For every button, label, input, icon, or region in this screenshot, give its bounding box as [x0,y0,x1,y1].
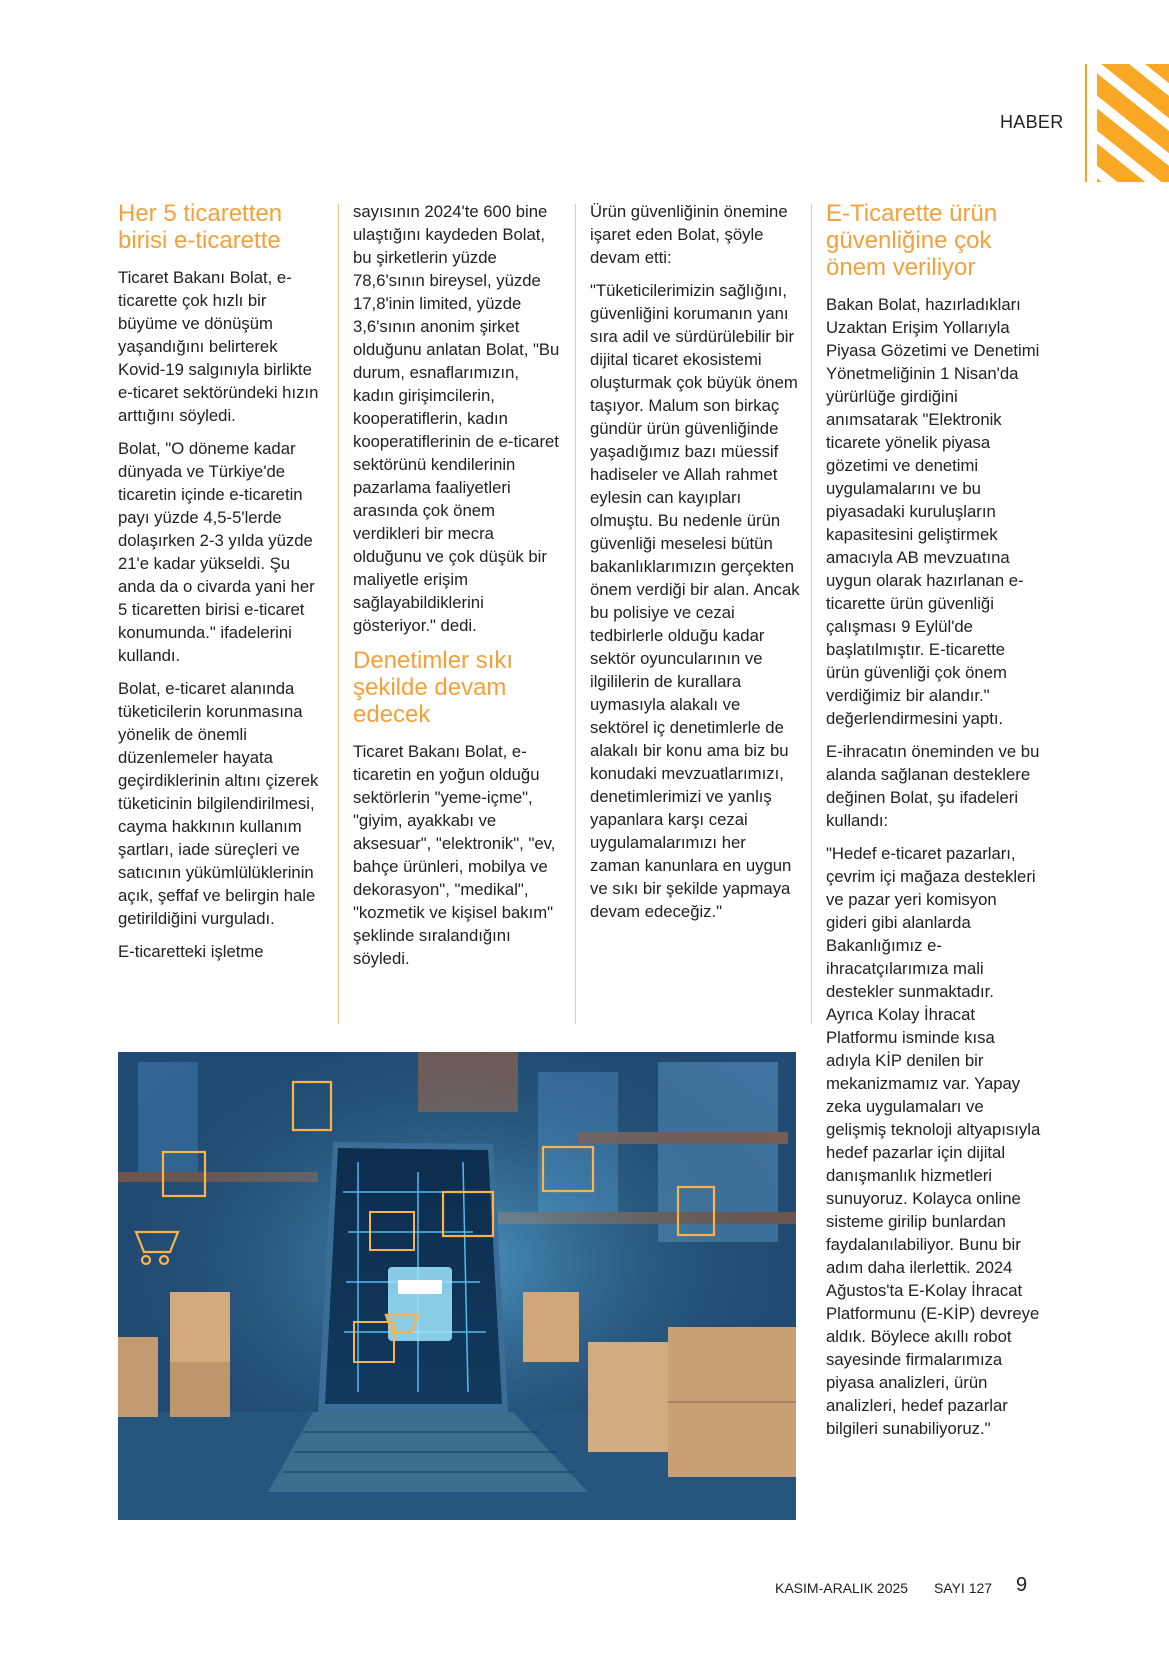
column-divider [338,204,339,1024]
section-label: HABER [1000,112,1064,132]
header-divider [1085,64,1087,182]
column-divider [575,204,576,1024]
paragraph: E-ticaretteki işletme [118,942,264,961]
page-number: 9 [1016,1574,1028,1596]
paragraph: Ticaret Bakanı Bolat, e-ticaretin en yoğun olduğu sektörlerin "yeme-içme", "giyim, ayakkabı ve aksesuar", "elektronik", "ev, bahçe ürünleri, mobilya ve dekorasyon", "medikal", "kozmetik ve kişisel bakım" şeklinde sıralandığını söyledi. [353,742,556,968]
paragraph: Bakan Bolat, hazırladıkları Uzaktan Erişim Yollarıyla Piyasa Gözetimi ve Denetimi Yönetmeliğinin 1 Nisan'da yürürlüğe girdiğini anımsatarak "Elektronik ticarete yönelik piyasa gözetimi ve denetimi uygulamalarını ve bu piyasadaki kuruluşların kapasitesini geliştirmek amacıyla AB mevzuatına uygun olarak hazırlanan e-ticarette ürün güvenliği çalışması 9 Eylül'de başlatılmıştır. E-ticarette ürün güvenliği çok önem verdiğimiz bir alandır." değerlendirmesini yaptı. [826,295,1040,728]
column-divider [811,204,812,1024]
paragraph: Bolat, e-ticaret alanında tüketicilerin korunmasına yönelik de önemli düzenlemeler hayata geçirdiklerinin altını çizerek tüketicinin bilgilendirilmesi, cayma hakkının kullanım şartları, iade süreçleri ve satıcının yükümlülüklerinin açık, şeffaf ve belirgin hale getirildiğini vurguladı. [118,679,319,928]
paragraph: Ürün güvenliğinin önemine işaret eden Bolat, şöyle devam etti: [590,202,788,267]
paragraph: "Hedef e-ticaret pazarları, çevrim içi mağaza destekleri ve pazar yeri komisyon gideri gibi alanlarda Bakanlığımız e-ihracatçılarımıza mali destekler sunmaktadır. Ayrıca Kolay İhracat Platformu isminde kısa adıyla KİP denilen bir mekanizmamız var. Yapay zeka uygulamaları ve gelişmiş teknoloji altyapısıyla hedef pazarlar için dijital danışmanlık hizmetleri sunuyoruz. Kolayca online sisteme girilip bunlardan faydalanılabiliyor. Bunu bir adım daha ilerlettik. 2024 Ağustos'ta E-Kolay İhracat Platformunu (E-KİP) devreye aldık. Böylece akıllı robot sayesinde firmalarımıza piyasa analizleri, ürün analizleri, hedef pazarlar bilgileri sunabiliyoruz." [826,844,1041,1438]
issue-number: SAYI 127 [933,1580,993,1596]
paragraph: E-ihracatın öneminden ve bu alanda sağlanan desteklere değinen Bolat, şu ifadeleri kullandı: [826,742,1040,830]
article-column-1 [118,200,328,973]
stripe-decoration-icon [1097,64,1169,182]
article-column-3 [590,200,800,933]
paragraph: "Tüketicilerimizin sağlığını, güvenliğini korumanın yanı sıra adil ve sürdürülebilir bir dijital ticaret ekosistemi oluşturmak çok büyük önem taşıyor. Malum son birkaç gündür ürün güvenliğinde yaşadığımız bazı müessif hadiseler ve Allah rahmet eylesin can kayıpları olmuştu. Bu nedenle ürün güvenliği meselesi bütün bakanlıklarımızın gerçekten önem verdiği bir alan. Ancak bu polisiye ve cezai tedbirlerle olduğu kadar sektör oyuncularının ve ilgililerin de kurallara uymasıyla alakalı ve sektörel iç denetimlerle de alakalı bir konu ama biz bu konudaki mevzuatlarımızı, denetimlerimizi ve yanlış yapanlara karşı cezai uygulamalarımızı her zaman kanunlara en uygun ve sıkı bir şekilde yapmaya devam edeceğiz." [590,281,800,921]
article-column-2 [353,200,563,980]
article-column-4 [826,200,1041,1450]
section-heading: Her 5 ticaretten birisi e-ticarette [118,200,283,254]
issue-footer [775,1580,1014,1596]
paragraph: sayısının 2024'te 600 bine ulaştığını kaydeden Bolat, bu şirketlerin yüzde 78,6'sının bireysel, yüzde 17,8'inin limited, yüzde 3,6'sının anonim şirket olduğunu anlatan Bolat, "Bu durum, esnaflarımızın, kadın girişimcilerin, kooperatiflerin, kadın kooperatiflerinin de e-ticaret sektörünü kendilerinin pazarlama faaliyetleri arasında çok önem verdikleri bir mecra olduğunu ve çok düşük bir maliyetle erişim sağlayabildiklerini gösteriyor." dedi. [353,202,560,635]
issue-date: KASIM-ARALIK 2025 [775,1580,909,1596]
section-heading: Denetimler sıkı şekilde devam edecek [353,647,514,728]
paragraph: Bolat, "O döneme kadar dünyada ve Türkiye'de ticaretin içinde e-ticaretin payı yüzde 4,5-5'lerde dolaşırken 2-3 yılda yüzde 21'e kadar yükseldi. Şu anda da o civarda yani her 5 ticaretten birisi e-ticaret konumunda." ifadelerini kullandı. [118,439,315,665]
section-heading: E-Ticarette ürün güvenliğine çok önem veriliyor [826,200,998,281]
article-photo [118,1052,796,1520]
paragraph: Ticaret Bakanı Bolat, e-ticarette çok hızlı bir büyüme ve dönüşüm yaşandığını belirterek Kovid-19 salgınıyla birlikte e-ticaret sektöründeki hızın arttığını söyledi. [118,268,319,425]
